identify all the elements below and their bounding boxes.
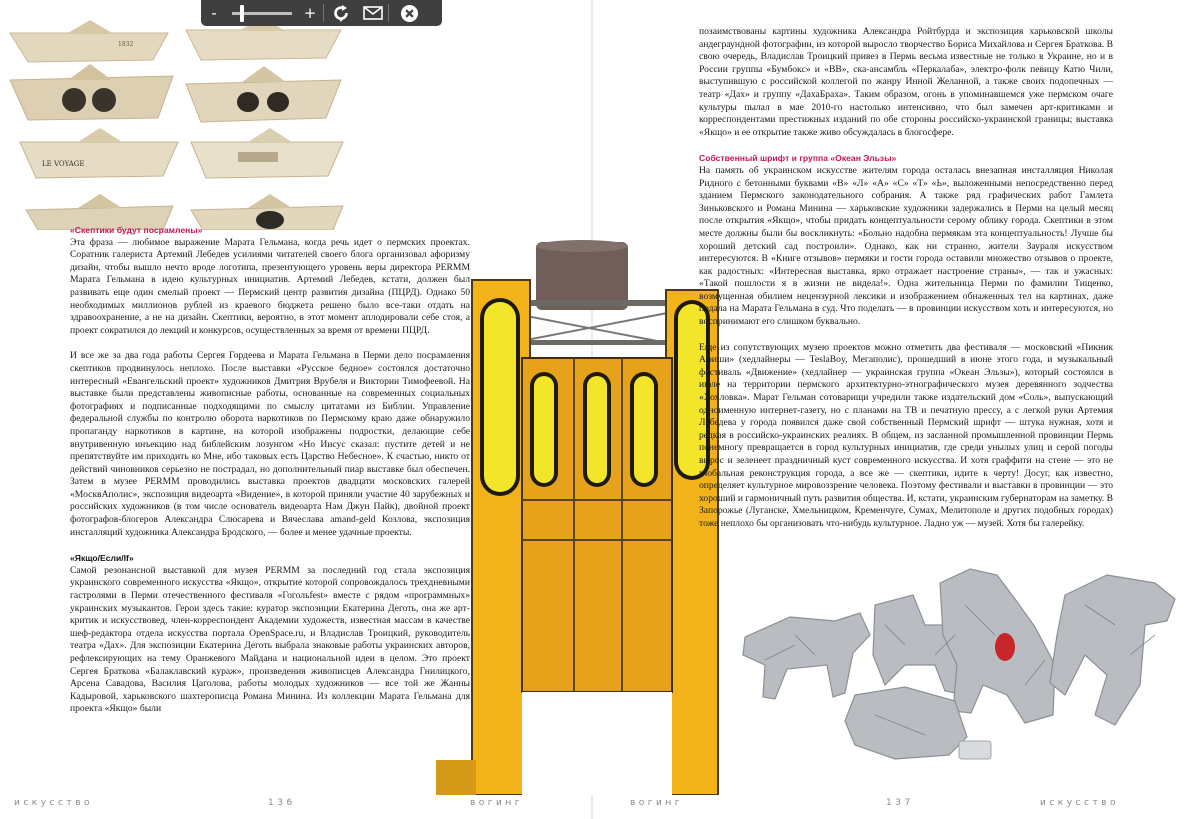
foil-dog-sculpture xyxy=(845,687,967,759)
article-paragraph: Эта фраза — любимое выражение Марата Гельмана, когда речь идет о пермских проектах. Соратник галериста Артемий Лебедев усилиями читателей своего блога организовал афоризму дизайн, чтобы вышло нечто вроде логотипа, презентующего уровень веры директора PERMM Марата Гельмана в идею культурных инициатив. Артемий Лебедев, кстати, должен был развивать еще один смелый проект — Пермский центр развития дизайна (ПЦРД). Однако 50 необходимых миллионов рублей из краевого бюджета решено было все-таки отдать на здравоохранение, а не на дизайн. Скептики, вероятно, в этот момент аплодировали себе стоя, а проект сократился до лекций и конкурсов, осуществленных за время от времени ПЦРД. xyxy=(70,236,470,336)
section-heading: «Скептики будут посрамлены» xyxy=(70,225,203,235)
article-paragraph: Самой резонансной выставкой для музея PERMM за последний год стала экспозиция украинского современного искусства «Якщо», открытие которой сопровождалось трехдневными гастролями в Перми отечественного фестиваля «Гогольfest» вместе с рядом «программных» украинских музыкантов. Герои здесь такие: куратор экспозиции Екатерина Деготь, она же арт-критик и искусствовед, член-корреспондент Академии художеств, известная массам в качестве шеф-редактора отдела искусства портала OpenSpace.ru, и Владислав Троицкий, руководитель театра «Дах». Для экспозиции Екатерина Деготь выбрала знаковые работы украинских авторов, рефлексирующих на тему Оранжевого Майдана и национальной идеи в целом. Это проект Сергея Браткова «Балаклавский кураж», произведения живописцев Александра Гнилицкого, Арсена Савадова, Василия Цаголова, работы молодых художников — все той же Жанны Кадыровой, харьковского шахтерописца Романа Минина. Из коллекции Марата Гельмана для проекта «Якщо» были xyxy=(70,564,470,715)
foil-bowl xyxy=(959,741,991,759)
page-number-right: 137 xyxy=(886,798,914,808)
article-paragraph: На память об украинском искусстве жителям города осталась внезапная инсталляция Николая Ридного с бетонными буквами «В» «Л» «А» «С» «Т» «Ь», выложенными непосредственно перед зданием Пермского законодательного собрания. А также ряд графических работ Гамлета Зиньковского и Романа Минина — харьковские художники задержались в Перми на целый месяц после открытия «Якщо», чтобы придать концептуальности серому облику города. Скептики в этом месте должны были бы воскликнуть: «Больно надобна пермякам эта концептуальность! Лучше бы хороший детский сад построили». Однако, как ни странно, жители Заураля искусством интересуются. В «Книге отзывов» пермяки и гости города оставили множество отзывов о проекте, как радостных: «Интересная выставка, ярко отражает настроение страны», — так и ужасных: «Такой пошлости я в жизни не видела!». Одна жительница Перми по фамилии Тищенко, возмущенная обилием нецензурной лексики и изображением обнаженных тел на картинах, даже подала на Марата Гельмана в суд. Что поделать — в провинции искусством хоть и интересуются, но воспринимают его слишком буквально. xyxy=(699,164,1113,328)
article-paragraph: Еще из сопутствующих музею проектов можно отметить два фестиваля — московский «Пикник Афиши» (хедлайнеры — TeslaBoy, Мегаполис), прошедший в июне этого года, и музыкальный фестиваль «Движение» (хедлайнер — украинская группа «Океан Эльзы»), который состоялся в июле на территории пермского архитектурно-этнографического музея деревянного зодчества «Хохловка». Марат Гельман сотоварищи учредили также издательский дом «Соль», выпускающий одноименную интернет-газету, но с планами на ТВ и печатную прессу, а с легкой руки Артемия Лебедева у города появился даже свой собственный Пермский шрифт — штука нужная, хотя и редкая в российско-украинских реалиях. В общем, из засланной промышленной провинции Пермь понемногу превращается в город культурных инициатив, где среди унылых улиц и серой погоды вырос и зеленеет праздничный куст современного искусства. И хотя граффити на стене — это не глобальная реконструкция города, а все же — скептики, идите к черту! Досуг, как известно, определяет культурное мировоззрение человека. Поэтому фестивали и выставки в провинции — это хороший и гармоничный путь развития общества. И, кстати, украинским губернаторам на заметку. В Запорожье (Луганске, Хмельницком, Кременчуге, Сумах, Мелитополе и других подобных городах) тоже неплохо бы организовать что-нибудь культурное. Ладно уж — музей. Хотя бы галерейку. xyxy=(699,341,1113,529)
foil-dog-sculpture xyxy=(743,613,870,699)
article-paragraph: И все же за два года работы Сергея Гордеева и Марата Гельмана в Перми дело посрамления скептиков продвинулось неплохо. После выставки «Русское бедное» состоялся достаточно интересный «Евангельский проект» художников Дмитрия Врубеля и Виктории Тимофеевой. На выставке были представлены живописные работы, основанные на современных социальных фотографиях и подписанные подходящими по смыслу цитатами из Библии. Управление федеральной службы по контролю оборота наркотиков по Пермскому краю даже обнаружило пропаганду наркотиков в картине, на которой изображены подростки, делающие себе внутривенную инъекцию над библейским лозунгом «Но Иисус сказал: пустите детей и не препятствуйте им приходить ко Мне, ибо таковых есть Царство Небесное». К счастью, никто от действий чиновников серьезно не пострадал, но дополнительный пиар выставке был обеспечен. Затем в музее PERMM проводились выставка проектов двадцати московских галерей «МосквАполис», экспозиция видеоарта «Видение», в которой приняли участие 40 зарубежных и российских художников (в том числе основатель видеоарта Нам Джун Пайк), двойной проект фотографов-блогеров Александра Слюсарева и Вячеслава amand-geld Козлова, экспозиция инсталляций художника Александра Бродского, — более и менее удачные проекты. xyxy=(70,350,470,538)
zoom-in-icon: + xyxy=(303,4,317,22)
folio-section-right: искусство xyxy=(1040,798,1120,808)
phone-booth-door-photo xyxy=(434,240,730,795)
zoom-slider[interactable] xyxy=(232,12,292,15)
viewer-toolbar xyxy=(201,0,442,26)
folio-title-right: вогинг xyxy=(630,798,684,808)
section-heading: «Якщо/Если/If» xyxy=(70,553,134,564)
close-button[interactable] xyxy=(389,0,429,26)
foil-dog-sculpture xyxy=(1050,575,1175,725)
page-number-left: 136 xyxy=(268,798,296,808)
boat-label: LE VOYAGE xyxy=(42,160,85,168)
zoom-out-button[interactable] xyxy=(201,0,227,26)
paper-boat xyxy=(186,66,341,122)
mail-icon xyxy=(363,6,383,20)
svg-text:1832: 1832 xyxy=(118,41,134,48)
refresh-button[interactable] xyxy=(324,0,358,26)
zoom-slider-handle[interactable] xyxy=(240,5,244,22)
paper-boat xyxy=(191,128,343,178)
article-paragraph: позаимствованы картины художника Александра Ройтбурда и экспозиция харьковской школы андеграундной фотографии, из которой выросло творчество Бориса Михайлова и Сергея Браткова. В свою очередь, Владислав Троицкий привез в Пермь весьма известные не только в Украине, но и в России группы «Бумбокс» и «ВВ», ска-ансамбль «Перкалаба», электро-фолк певицу Катю Чили, выступившую с российской коллегой по жанру Инной Желанной, а также своих подопечных — театр «Дах» и группу «ДахаБраха». Таким образом, огонь в упоминавшемся уже пермском очаге культуры пылал в мае 2010-го настолько интенсивно, что был замечен арт-критиками и корреспондентами престижных изданий по обе стороны российско-украинской границы; выставка «Якщо» и ее открытие также живо обсуждалась в блогосфере. xyxy=(699,26,1113,138)
paper-boat xyxy=(20,128,178,178)
section-heading: Собственный шрифт и группа «Океан Эльзы» xyxy=(699,153,897,164)
right-column-top xyxy=(699,26,1113,531)
red-mark xyxy=(995,633,1015,661)
folio-section-left: искусство xyxy=(14,798,94,808)
left-column-top xyxy=(70,224,470,716)
foil-dogs-sculpture-photo xyxy=(735,565,1180,770)
zoom-out-icon: - xyxy=(211,4,217,22)
close-icon xyxy=(400,4,419,23)
folio-title-left: вогинг xyxy=(470,798,524,808)
paper-boat xyxy=(10,64,173,120)
mail-button[interactable] xyxy=(358,0,388,26)
zoom-in-button[interactable] xyxy=(297,0,323,26)
refresh-icon xyxy=(331,3,351,23)
paper-boats-photo xyxy=(8,18,348,230)
paper-boat xyxy=(10,20,168,62)
